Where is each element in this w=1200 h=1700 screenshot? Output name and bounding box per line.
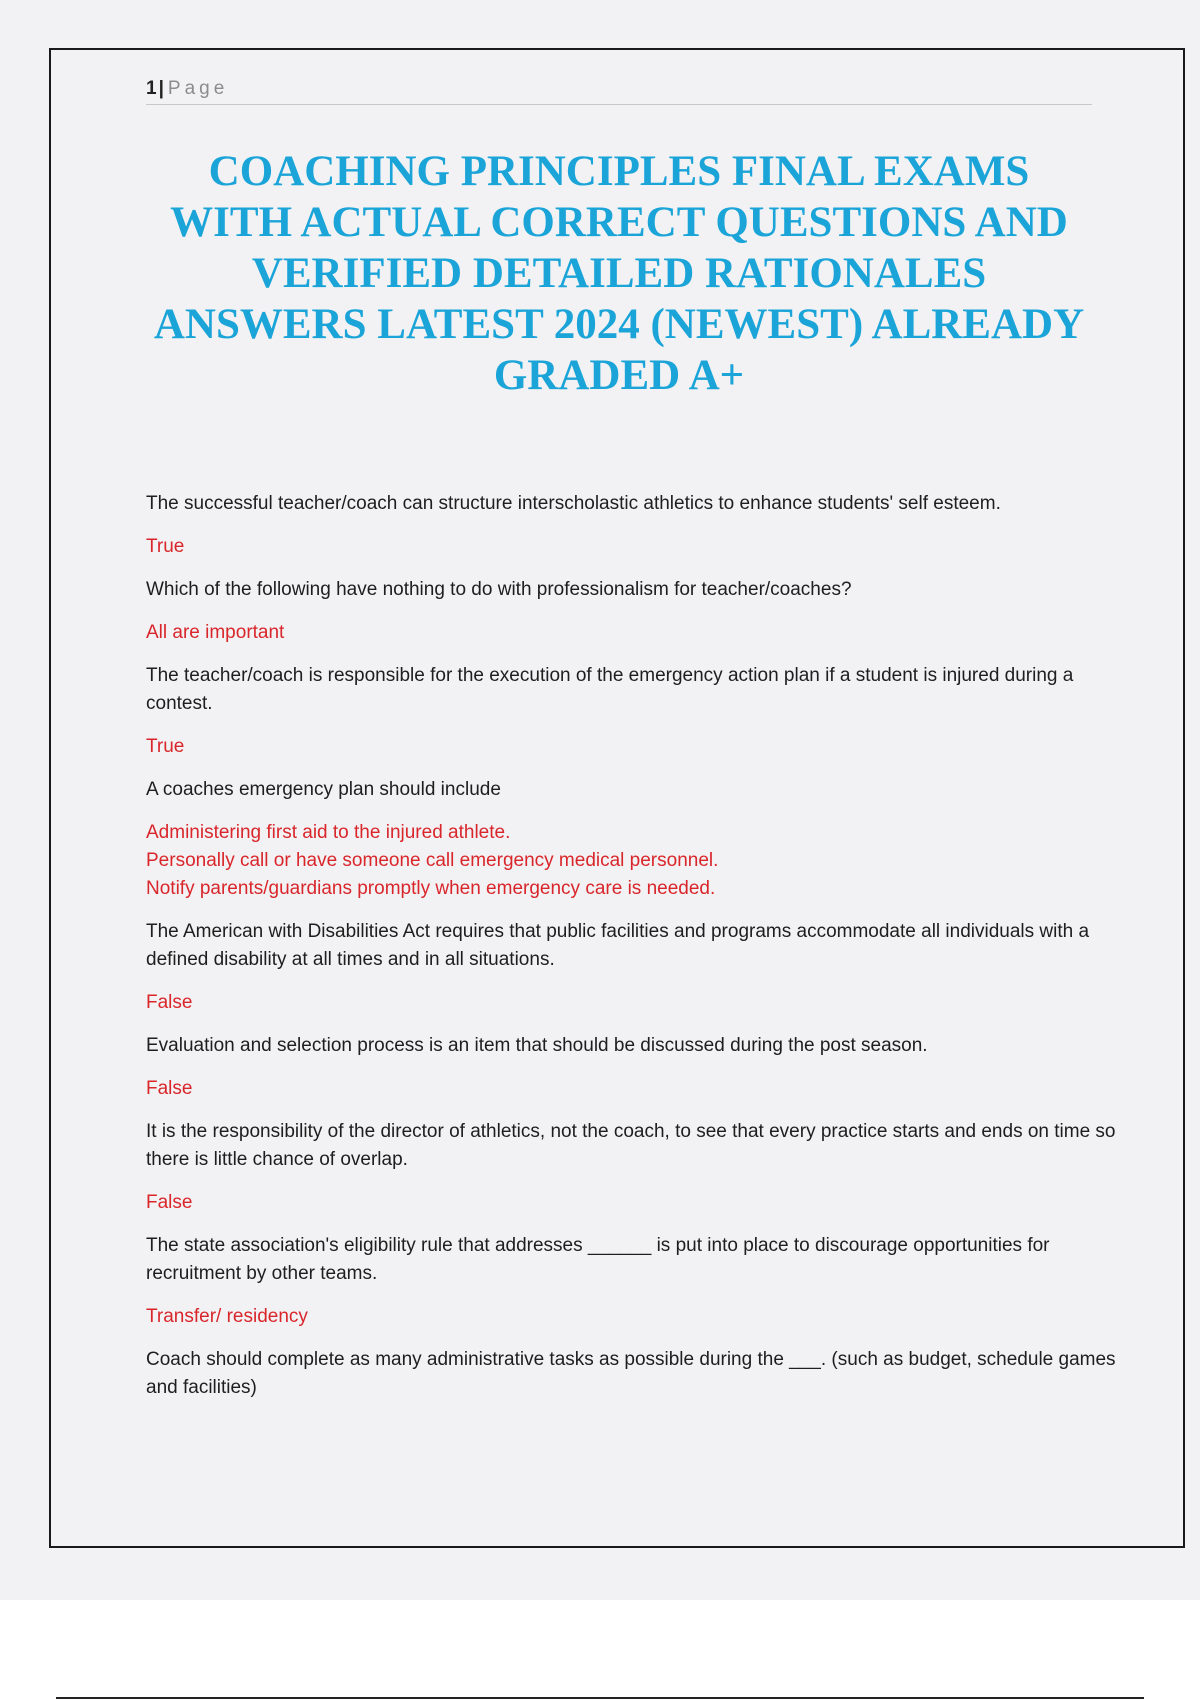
document-title: COACHING PRINCIPLES FINAL EXAMS WITH ACTUAL CORRECT QUESTIONS AND VERIFIED DETAILED RATIONALES ANSWERS LATEST 2024 (NEWEST) ALREADY GRADED A+ xyxy=(153,148,1085,399)
question-text: The teacher/coach is responsible for the execution of the emergency action plan if a student is injured during a contest. xyxy=(146,665,1074,714)
page-label: Page xyxy=(167,78,229,99)
answer-line: Personally call or have someone call emergency medical personnel. xyxy=(146,850,719,871)
question-text: The state association's eligibility rule that addresses ______ is put into place to discourage opportunities for recruitment by other teams. xyxy=(146,1235,1050,1284)
answer-text: True xyxy=(146,736,185,757)
answer-block xyxy=(146,819,1136,903)
question-text: The American with Disabilities Act requires that public facilities and programs accommodate all individuals with a defined disability at all times and in all situations. xyxy=(146,921,1090,970)
question-text: Which of the following have nothing to do with professionalism for teacher/coaches? xyxy=(146,579,852,600)
document-page xyxy=(49,48,1185,1548)
bottom-divider xyxy=(56,1697,1144,1699)
page-header xyxy=(146,76,1092,105)
answer-line: Administering first aid to the injured athlete. xyxy=(146,822,511,843)
answer-text: True xyxy=(146,536,185,557)
question-text: A coaches emergency plan should include xyxy=(146,779,501,800)
answer-text: False xyxy=(146,1192,193,1213)
page-number: 1 xyxy=(146,78,157,99)
answer-text: Transfer/ residency xyxy=(146,1306,308,1327)
question-text: It is the responsibility of the director of athletics, not the coach, to see that every practice starts and ends on time so there is little chance of overlap. xyxy=(146,1121,1116,1170)
page-separator: | xyxy=(158,78,164,99)
answer-text: False xyxy=(146,992,193,1013)
question-text: Coach should complete as many administrative tasks as possible during the ___. (such as budget, schedule games and facilities) xyxy=(146,1349,1116,1398)
qa-list xyxy=(146,490,1136,1417)
answer-text: False xyxy=(146,1078,193,1099)
answer-text: All are important xyxy=(146,622,285,643)
answer-line: Notify parents/guardians promptly when emergency care is needed. xyxy=(146,878,716,899)
question-text: The successful teacher/coach can structure interscholastic athletics to enhance students' self esteem. xyxy=(146,493,1001,514)
question-text: Evaluation and selection process is an item that should be discussed during the post season. xyxy=(146,1035,928,1056)
